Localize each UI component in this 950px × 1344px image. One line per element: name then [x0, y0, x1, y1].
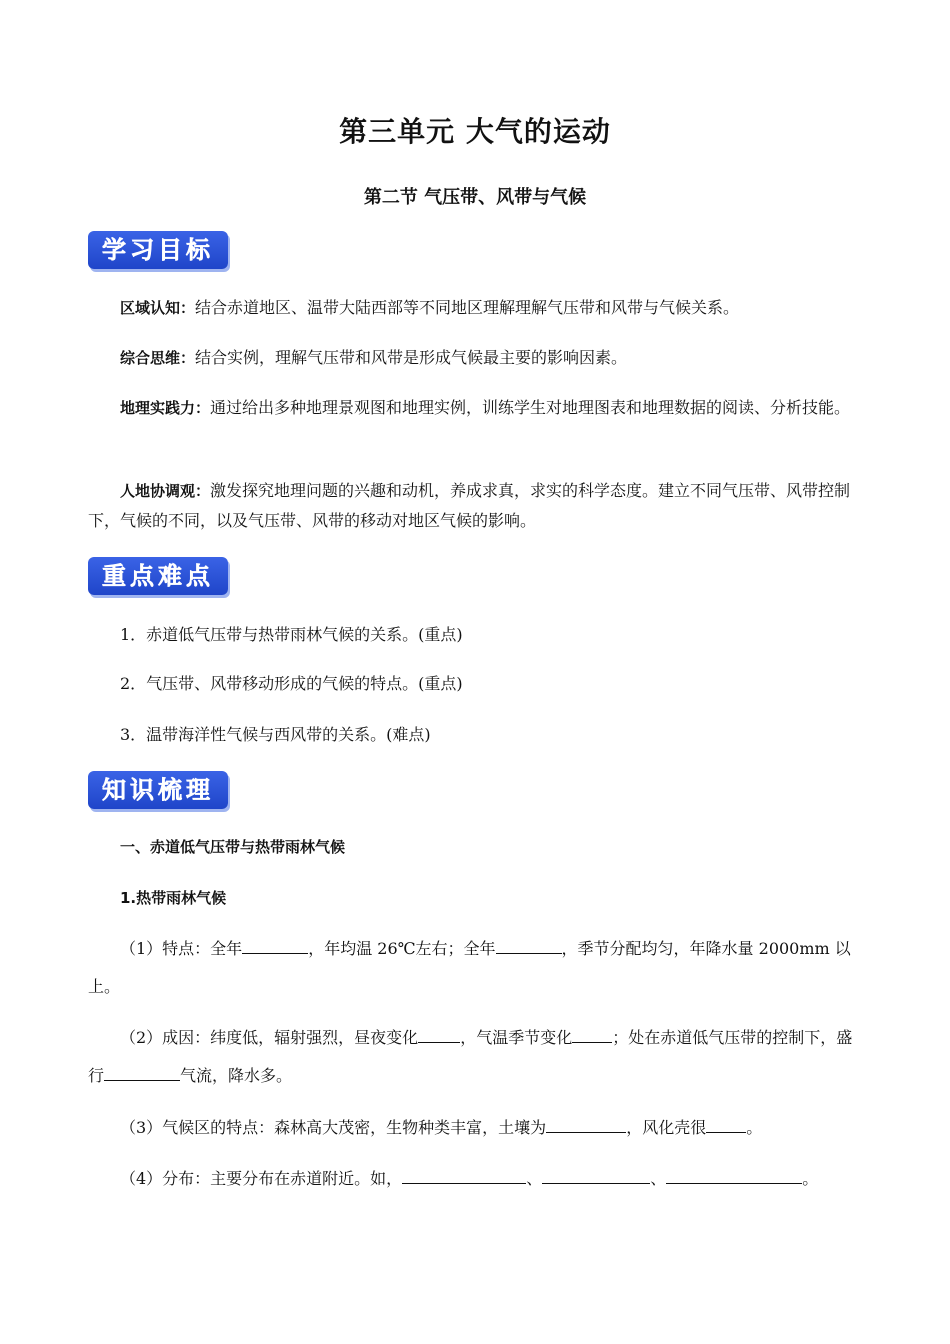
- answer-blank[interactable]: [402, 1167, 526, 1184]
- answer-blank[interactable]: [666, 1167, 802, 1184]
- section-title: 第二节 气压带、风带与气候: [363, 187, 587, 208]
- objective-item: [88, 340, 864, 376]
- objective-item: [88, 290, 864, 326]
- question-2: [88, 1019, 864, 1095]
- answer-blank[interactable]: [546, 1116, 626, 1133]
- question-text: ，年均温 26℃左右；全年: [308, 939, 496, 958]
- question-text: 。: [802, 1169, 819, 1188]
- banner-key-points: 重点难点: [88, 557, 228, 595]
- question-text: （2）成因：纬度低，辐射强烈，昼夜变化: [120, 1028, 419, 1047]
- answer-blank[interactable]: [104, 1064, 180, 1081]
- answer-blank[interactable]: [706, 1116, 746, 1133]
- section-heading: 一、赤道低气压带与热带雨林气候: [120, 838, 346, 856]
- answer-blank[interactable]: [242, 937, 308, 954]
- question-text: ，季节分配均匀，年降水量 2000mm 以上。: [88, 939, 851, 996]
- answer-blank[interactable]: [572, 1026, 612, 1043]
- objective-text: 结合实例，理解气压带和风带是形成气候最主要的影响因素。: [195, 348, 628, 367]
- objective-label: 综合思维：: [120, 349, 196, 367]
- objective-label: 人地协调观：: [120, 482, 211, 500]
- key-point-item: 2．气压带、风带移动形成的气候的特点。(重点): [120, 674, 463, 693]
- answer-blank[interactable]: [418, 1026, 460, 1043]
- objective-item: [88, 390, 864, 426]
- question-text: 、: [650, 1169, 667, 1188]
- question-text: ；处在赤道低气压带的控制下，盛行: [88, 1028, 853, 1085]
- objective-text: 通过给出多种地理景观图和地理实例，训练学生对地理图表和地理数据的阅读、分析技能。: [210, 398, 851, 417]
- objective-text: 结合赤道地区、温带大陆西部等不同地区理解理解气压带和风带与气候关系。: [195, 298, 740, 317]
- question-text: 气流，降水多。: [180, 1066, 293, 1085]
- objective-item: [88, 476, 864, 536]
- question-1: [88, 930, 864, 1006]
- question-text: ，气温季节变化: [460, 1028, 573, 1047]
- objective-label: 区域认知：: [120, 299, 196, 317]
- question-4: [88, 1160, 864, 1198]
- question-3: [88, 1109, 864, 1147]
- question-text: 、: [526, 1169, 543, 1188]
- question-text: （4）分布：主要分布在赤道附近。如，: [120, 1169, 403, 1188]
- question-text: 。: [746, 1118, 763, 1137]
- answer-blank[interactable]: [496, 937, 562, 954]
- answer-blank[interactable]: [542, 1167, 650, 1184]
- banner-knowledge: 知识梳理: [88, 771, 228, 809]
- banner-objectives: 学习目标: [88, 231, 228, 269]
- question-text: （3）气候区的特点：森林高大茂密，生物种类丰富，土壤为: [120, 1118, 547, 1137]
- key-point-item: 3．温带海洋性气候与西风带的关系。(难点): [120, 725, 431, 744]
- question-text: （1）特点：全年: [120, 939, 243, 958]
- objective-text: 激发探究地理问题的兴趣和动机，养成求真，求实的科学态度。建立不同气压带、风带控制下，气候的不同，以及气压带、风带的移动对地区气候的影响。: [88, 481, 851, 530]
- question-text: ，风化壳很: [626, 1118, 707, 1137]
- unit-title: 第三单元 大气的运动: [339, 115, 611, 148]
- objective-label: 地理实践力：: [120, 399, 211, 417]
- key-point-item: 1．赤道低气压带与热带雨林气候的关系。(重点): [120, 625, 463, 644]
- subsection-heading: 1.热带雨林气候: [120, 889, 227, 907]
